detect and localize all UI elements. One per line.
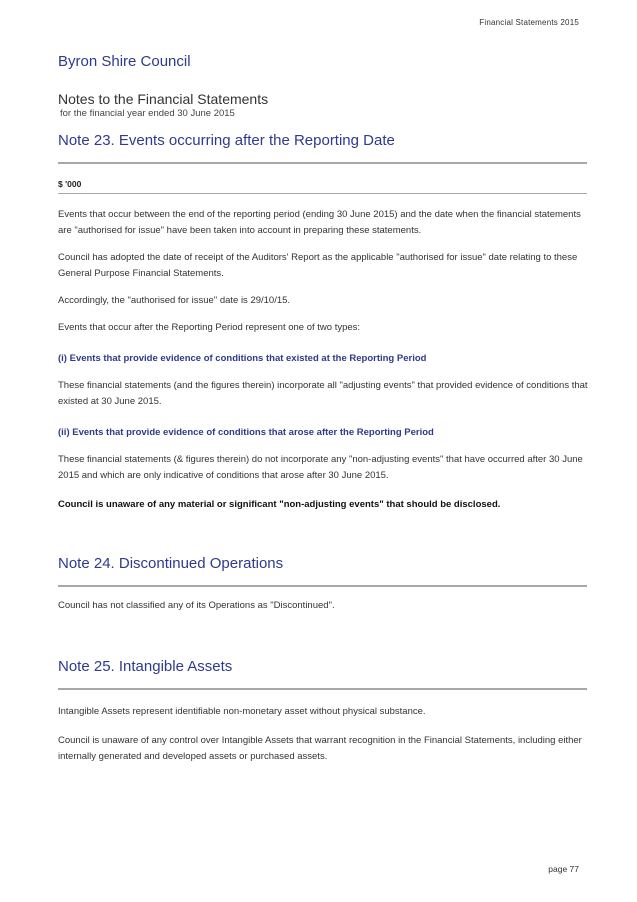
note24-rule (58, 585, 587, 587)
note23-paragraph-4: Events that occur after the Reporting Period represent one of two types: (58, 322, 361, 333)
note23-subheading-2: (ii) Events that provide evidence of conditions that arose after the Reporting Period (58, 427, 434, 438)
note23-paragraph-6: These financial statements (& figures therein) do not incorporate any "non-adjusting events" that have occurred after 30 June 2015 and which are only indicative of conditions that arose after 30 June 2015. (58, 454, 583, 481)
organisation-name: Byron Shire Council (58, 53, 191, 70)
note25-paragraph-2: Council is unaware of any control over Intangible Assets that warrant recognition in the Financial Statements, including either internally generated and developed assets or purchased assets. (58, 735, 582, 762)
note23-subheading-1: (i) Events that provide evidence of conditions that existed at the Reporting Period (58, 353, 427, 364)
note24-heading: Note 24. Discontinued Operations (58, 555, 284, 572)
note23-paragraph-2: Council has adopted the date of receipt of the Auditors' Report as the applicable "authorised for issue" date relating to these General Purpose Financial Statements. (58, 252, 578, 279)
document-title: Notes to the Financial Statements (58, 91, 269, 107)
note23-rule-top (58, 162, 587, 164)
document-subtitle: for the financial year ended 30 June 2015 (60, 108, 235, 119)
note23-heading: Note 23. Events occurring after the Reporting Date (58, 132, 395, 149)
unit-label: $ '000 (58, 179, 82, 189)
note23-paragraph-5: These financial statements (and the figures therein) incorporate all "adjusting events" that provided evidence of conditions that existed at 30 June 2015. (58, 380, 588, 407)
note23-paragraph-1: Events that occur between the end of the reporting period (ending 30 June 2015) and the date when the financial statements are "authorised for issue" have been taken into account in preparing these statements. (58, 209, 581, 236)
note25-heading: Note 25. Intangible Assets (58, 658, 233, 675)
running-header: Financial Statements 2015 (479, 18, 579, 27)
note23-conclusion: Council is unaware of any material or significant "non-adjusting events" that should be disclosed. (58, 499, 501, 510)
note23-rule-unit (58, 193, 587, 194)
note23-paragraph-3: Accordingly, the "authorised for issue" date is 29/10/15. (58, 295, 291, 306)
page-number: page 77 (548, 864, 579, 874)
note25-rule (58, 688, 587, 690)
note24-paragraph-1: Council has not classified any of its Operations as "Discontinued". (58, 600, 335, 611)
note25-paragraph-1: Intangible Assets represent identifiable non-monetary asset without physical substance. (58, 706, 426, 717)
